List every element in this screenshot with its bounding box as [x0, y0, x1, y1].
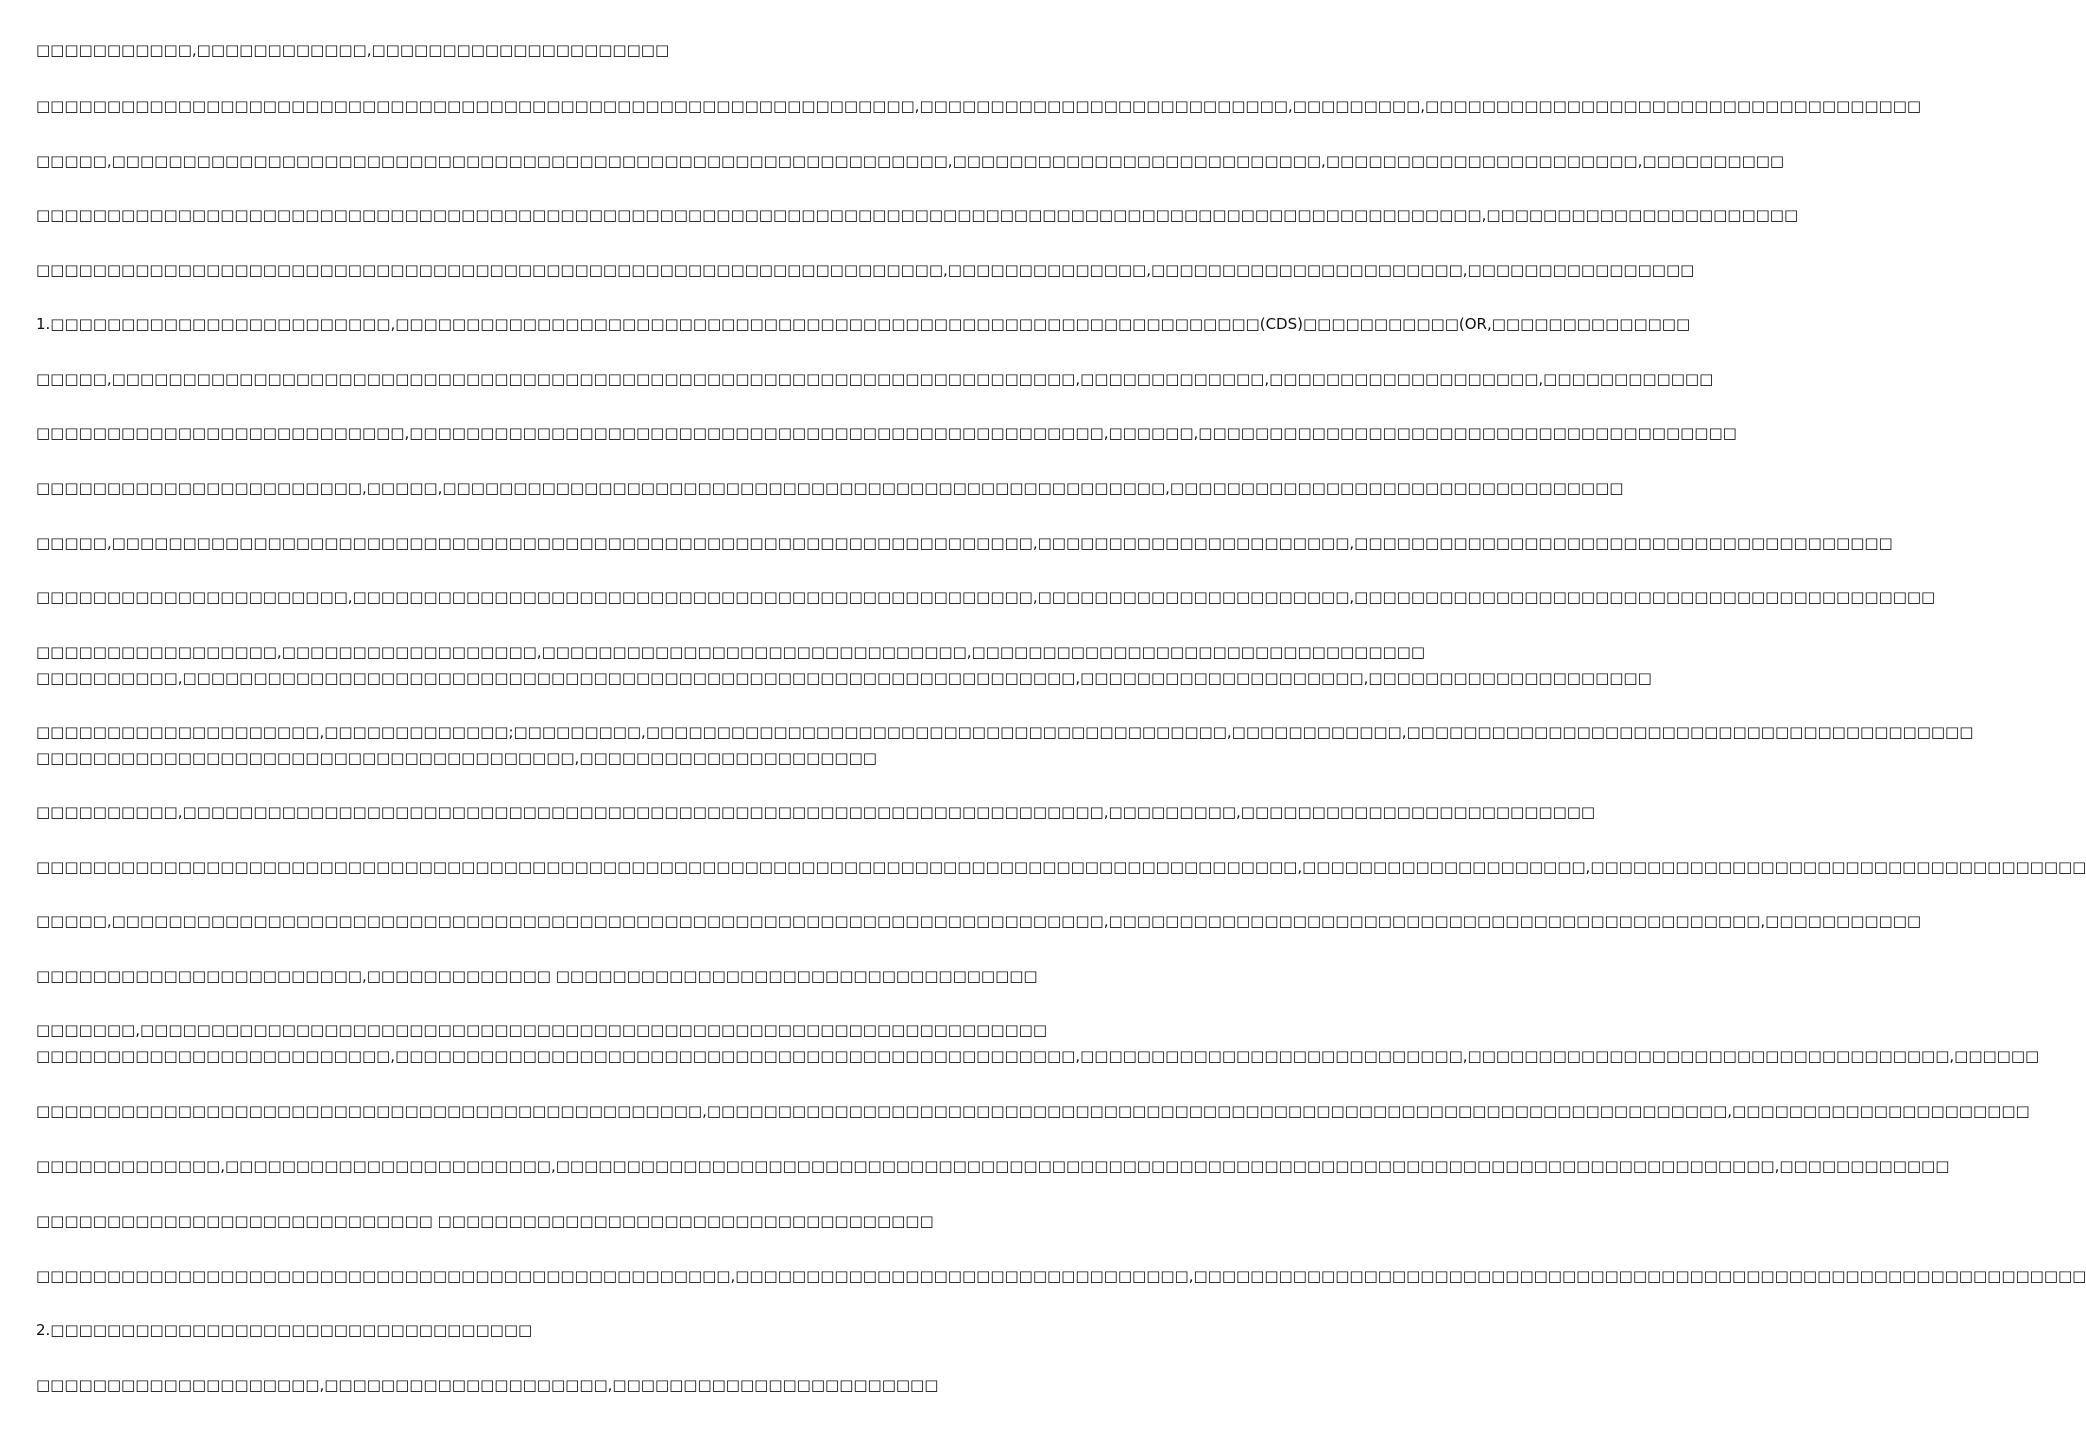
text-line: □□□□□□□□□□□□□□□□□□□□□□□□□□□□□□□□□□□□□□□□□□□□□□□,□□□□□□□□□□□□□□□□□□□□□□□□□□□□□□□□□□□□□□□□□□□□□□□□□□□□□□□□□□□□□□□□□□□□□□□□,□□□□□□□□□□□□□□□□□□□□□: [36, 1102, 2030, 1120]
text-line: □□□□□□□□□□□□□□□□□□□□,□□□□□□□□□□□□□;□□□□□□□□□,□□□□□□□□□□□□□□□□□□□□□□□□□□□□□□□□□□□□□□□□□,□□□□□□□□□□□□,□□□□□□□□□□□□□□□□□□□□□□□□□□□□□□□□□□□□□□□□: [36, 723, 1974, 741]
text-line: □□□□□,□□□□□□□□□□□□□□□□□□□□□□□□□□□□□□□□□□□□□□□□□□□□□□□□□□□□□□□□□□□,□□□□□□□□□□□□□□□□□□□□□□□□□□,□□□□□□□□□□□□□□□□□□□□□□,□□□□□□□□□□: [36, 152, 1785, 170]
text-line: □□□□□□□□□□,□□□□□□□□□□□□□□□□□□□□□□□□□□□□□□□□□□□□□□□□□□□□□□□□□□□□□□□□□□□□□□□,□□□□□□□□□□□□□□□□□□□□,□□□□□□□□□□□□□□□□□□□□: [36, 669, 1652, 687]
text-line: □□□□□□□□□□□□□□□□□□□□□□□□□□□□□□□□□□□□□□□□□□□□□□□□□□□□□□□□□□□□□□□□,□□□□□□□□□□□□□□,□□□□□□□□□□□□□□□□□□□□□□,□□□□□□□□□□□□□□□□: [36, 261, 1695, 279]
text-line: □□□□□,□□□□□□□□□□□□□□□□□□□□□□□□□□□□□□□□□□□□□□□□□□□□□□□□□□□□□□□□□□□□□□□□□□□□,□□□□□□□□□□□□□,□□□□□□□□□□□□□□□□□□□,□□□□□□□□□□□□: [36, 370, 1714, 388]
text-line: □□□□□□□□□□□□□□□□□□□□□□□□□□,□□□□□□□□□□□□□□□□□□□□□□□□□□□□□□□□□□□□□□□□□□□□□□□□□,□□□□□□,□□□□□□□□□□□□□□□□□□□□□□□□□□□□□□□□□□□□□□: [36, 424, 1737, 442]
text-line: □□□□□□□□□□□,□□□□□□□□□□□□,□□□□□□□□□□□□□□□□□□□□□: [36, 41, 670, 59]
text-line: □□□□□□□□□□□□□,□□□□□□□□□□□□□□□□□□□□□□□,□□□□□□□□□□□□□□□□□□□□□□□□□□□□□□□□□□□□□□□□□□□□□□□□□□□□□□□□□□□□□□□□□□□□□□□□□□□□□□□□□□□□□□,□□□□□□□□□□□□: [36, 1157, 1950, 1175]
text-line: □□□□□□□□□□□□□□□□□□□□□□□□□□□□□□□□□□□□□□,□□□□□□□□□□□□□□□□□□□□□: [36, 749, 877, 767]
text-line: □□□□□□□□□□□□□□□□□□□□□□□□□□□□□□□□□□□□□□□□□□□□□□□□□□□□□□□□□□□□□□□□□□□□□□□□□□□□□□□□□□□□□□□□□□□□□□□□□□□□□□,□□□□□□□□□□□□□□□□□□□□□□: [36, 206, 1799, 224]
text-line: □□□□□□□□□□□□□□□□□□□□□□□,□□□□□□□□□□□□□ □□□□□□□□□□□□□□□□□□□□□□□□□□□□□□□□□□: [36, 967, 1038, 985]
text-line: □□□□□□□□□□,□□□□□□□□□□□□□□□□□□□□□□□□□□□□□□□□□□□□□□□□□□□□□□□□□□□□□□□□□□□□□□□□□,□□□□□□□□□,□□□□□□□□□□□□□□□□□□□□□□□□□: [36, 803, 1596, 821]
text-line: □□□□□□□□□□□□□□□□□□□□□□,□□□□□□□□□□□□□□□□□□□□□□□□□□□□□□□□□□□□□□□□□□□□□□□□,□□□□□□□□□□□□□□□□□□□□□□,□□□□□□□□□□□□□□□□□□□□□□□□□□□□□□□□□□□□□□□□□: [36, 588, 1936, 606]
text-line: □□□□□□□□□□□□□□□□□□□□□□□□□,□□□□□□□□□□□□□□□□□□□□□□□□□□□□□□□□□□□□□□□□□□□□□□□□,□□□□□□□□□□□□□□□□□□□□□□□□□□□,□□□□□□□□□□□□□□□□□□□□□□□□□□□□□□□□□□,□□□□□□: [36, 1047, 2040, 1065]
text-line: □□□□□□□□□□□□□□□□□□□□□□□□□□□□□□□□□□□□□□□□□□□□□□□□□,□□□□□□□□□□□□□□□□□□□□□□□□□□□□□□□□,□□□□□□□□□□□□□□□□□□□□□□□□□□□□□□□□□□□□□□□□□□□□□□□□□□□□□□□□□□□□□□□: [36, 1267, 2086, 1285]
text-line: □□□□□□□□□□□□□□□□□□□□□□□□□□□□□□□□□□□□□□□□□□□□□□□□□□□□□□□□□□□□□□,□□□□□□□□□□□□□□□□□□□□□□□□□□,□□□□□□□□□,□□□□□□□□□□□□□□□□□□□□□□□□□□□□□□□□□□□: [36, 97, 1922, 115]
text-line: □□□□□□□,□□□□□□□□□□□□□□□□□□□□□□□□□□□□□□□□□□□□□□□□□□□□□□□□□□□□□□□□□□□□□□□□: [36, 1021, 1048, 1039]
text-line: 1.□□□□□□□□□□□□□□□□□□□□□□□□,□□□□□□□□□□□□□□□□□□□□□□□□□□□□□□□□□□□□□□□□□□□□□□□□□□□□□□□□□□□□□(CDS)□□□□□□□□□□□(OR,□□□□□□□□□□□□□□: [36, 315, 1691, 333]
text-line: □□□□□,□□□□□□□□□□□□□□□□□□□□□□□□□□□□□□□□□□□□□□□□□□□□□□□□□□□□□□□□□□□□□□□□□,□□□□□□□□□□□□□□□□□□□□□□,□□□□□□□□□□□□□□□□□□□□□□□□□□□□□□□□□□□□□□: [36, 534, 1893, 552]
text-line: □□□□□□□□□□□□□□□□□□□□□□□,□□□□□,□□□□□□□□□□□□□□□□□□□□□□□□□□□□□□□□□□□□□□□□□□□□□□□□□□□,□□□□□□□□□□□□□□□□□□□□□□□□□□□□□□□□: [36, 479, 1624, 497]
text-line: □□□□□□□□□□□□□□□□□□□□,□□□□□□□□□□□□□□□□□□□□,□□□□□□□□□□□□□□□□□□□□□□□: [36, 1376, 939, 1394]
text-line: □□□□□□□□□□□□□□□□□□□□□□□□□□□□ □□□□□□□□□□□□□□□□□□□□□□□□□□□□□□□□□□□: [36, 1212, 934, 1230]
text-line: □□□□□□□□□□□□□□□□□,□□□□□□□□□□□□□□□□□□,□□□□□□□□□□□□□□□□□□□□□□□□□□□□□□,□□□□□□□□□□□□□□□□□□□□□□□□□□□□□□□□: [36, 643, 1426, 661]
text-line: □□□□□,□□□□□□□□□□□□□□□□□□□□□□□□□□□□□□□□□□□□□□□□□□□□□□□□□□□□□□□□□□□□□□□□□□□□□□,□□□□□□□□□□□□□□□□□□□□□□□□□□□□□□□□□□□□□□□□□□□□□□,□□□□□□□□□□□: [36, 912, 1922, 930]
section-heading: 2.□□□□□□□□□□□□□□□□□□□□□□□□□□□□□□□□□□: [36, 1321, 533, 1339]
text-line: □□□□□□□□□□□□□□□□□□□□□□□□□□□□□□□□□□□□□□□□□□□□□□□□□□□□□□□□□□□□□□□□□□□□□□□□□□□□□□□□□□□□□□□□□,□□□□□□□□□□□□□□□□□□□□,□□□□□□□□□□□□□□□□□□□□□□□□□□□□□□□□□□□: [36, 858, 2086, 876]
